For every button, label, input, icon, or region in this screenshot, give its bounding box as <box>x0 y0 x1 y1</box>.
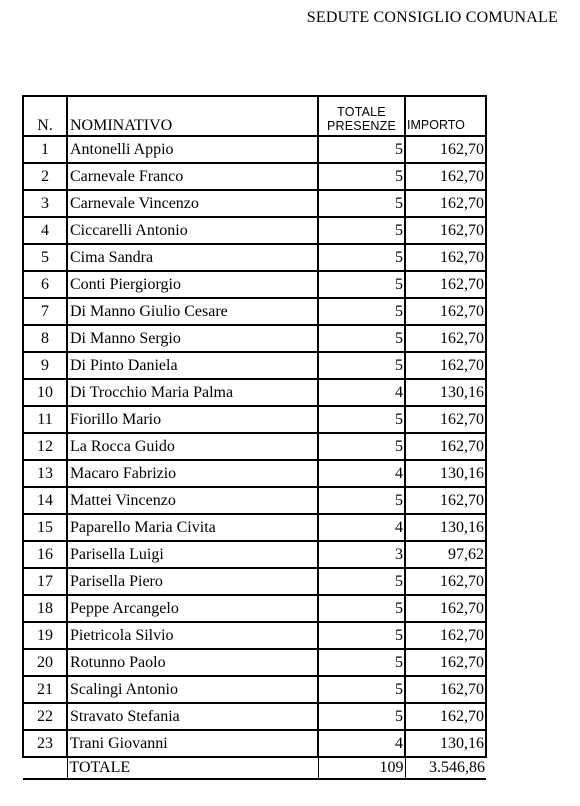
row-nominativo: Peppe Arcangelo <box>67 595 318 622</box>
table-row <box>23 298 486 325</box>
row-number: 1 <box>23 136 67 163</box>
row-importo: 162,70 <box>405 325 486 352</box>
row-number: 5 <box>23 244 67 271</box>
table-row <box>23 136 486 163</box>
row-presenze: 3 <box>318 541 405 568</box>
table-row <box>23 433 486 460</box>
page-title: SEDUTE CONSIGLIO COMUNALE <box>306 9 558 26</box>
row-nominativo: Fiorillo Mario <box>67 406 318 433</box>
table-row <box>23 379 486 406</box>
row-importo: 130,16 <box>405 379 486 406</box>
header-importo: IMPORTO <box>405 96 486 136</box>
table-row <box>23 406 486 433</box>
row-number: 22 <box>23 703 67 730</box>
table-row <box>23 541 486 568</box>
row-number: 21 <box>23 676 67 703</box>
row-number: 14 <box>23 487 67 514</box>
row-presenze: 5 <box>318 433 405 460</box>
row-nominativo: Paparello Maria Civita <box>67 514 318 541</box>
row-presenze: 4 <box>318 379 405 406</box>
row-nominativo: Macaro Fabrizio <box>67 460 318 487</box>
row-number: 8 <box>23 325 67 352</box>
row-presenze: 5 <box>318 352 405 379</box>
row-presenze: 5 <box>318 568 405 595</box>
row-nominativo: Scalingi Antonio <box>67 676 318 703</box>
header-presenze-line1: TOTALE <box>337 105 386 119</box>
row-importo: 97,62 <box>405 541 486 568</box>
table-row <box>23 568 486 595</box>
row-nominativo: Mattei Vincenzo <box>67 487 318 514</box>
row-presenze: 5 <box>318 190 405 217</box>
row-presenze: 5 <box>318 622 405 649</box>
row-nominativo: Di Pinto Daniela <box>67 352 318 379</box>
row-importo: 162,70 <box>405 568 486 595</box>
row-presenze: 5 <box>318 136 405 163</box>
row-presenze: 5 <box>318 217 405 244</box>
table-row <box>23 487 486 514</box>
total-row <box>23 757 486 779</box>
row-importo: 130,16 <box>405 514 486 541</box>
row-presenze: 5 <box>318 271 405 298</box>
row-nominativo: Cima Sandra <box>67 244 318 271</box>
row-importo: 162,70 <box>405 217 486 244</box>
table-row <box>23 730 486 757</box>
row-presenze: 4 <box>318 514 405 541</box>
row-nominativo: Stravato Stefania <box>67 703 318 730</box>
table-row <box>23 244 486 271</box>
table-row <box>23 352 486 379</box>
row-nominativo: Di Manno Sergio <box>67 325 318 352</box>
table-row <box>23 595 486 622</box>
row-nominativo: Carnevale Franco <box>67 163 318 190</box>
row-nominativo: Parisella Piero <box>67 568 318 595</box>
row-nominativo: Ciccarelli Antonio <box>67 217 318 244</box>
row-nominativo: Antonelli Appio <box>67 136 318 163</box>
row-presenze: 5 <box>318 325 405 352</box>
row-nominativo: Rotunno Paolo <box>67 649 318 676</box>
row-importo: 162,70 <box>405 298 486 325</box>
row-importo: 162,70 <box>405 487 486 514</box>
row-presenze: 5 <box>318 244 405 271</box>
table-row <box>23 514 486 541</box>
row-importo: 162,70 <box>405 622 486 649</box>
table-row <box>23 217 486 244</box>
row-nominativo: Pietricola Silvio <box>67 622 318 649</box>
table-row <box>23 460 486 487</box>
table-header-row <box>23 96 486 136</box>
row-number: 9 <box>23 352 67 379</box>
row-importo: 162,70 <box>405 244 486 271</box>
row-importo: 162,70 <box>405 163 486 190</box>
row-presenze: 5 <box>318 595 405 622</box>
table-row <box>23 703 486 730</box>
row-number: 6 <box>23 271 67 298</box>
table-body <box>23 136 486 757</box>
row-importo: 162,70 <box>405 271 486 298</box>
total-label: TOTALE <box>67 757 318 779</box>
table-row <box>23 622 486 649</box>
row-number: 23 <box>23 730 67 757</box>
row-presenze: 5 <box>318 676 405 703</box>
attendance-table <box>22 95 487 780</box>
row-importo: 162,70 <box>405 136 486 163</box>
header-nominativo: NOMINATIVO <box>67 96 318 136</box>
row-presenze: 5 <box>318 703 405 730</box>
table-row <box>23 676 486 703</box>
row-number: 20 <box>23 649 67 676</box>
row-number: 13 <box>23 460 67 487</box>
row-importo: 162,70 <box>405 595 486 622</box>
row-number: 4 <box>23 217 67 244</box>
row-number: 11 <box>23 406 67 433</box>
table-row <box>23 325 486 352</box>
row-nominativo: Carnevale Vincenzo <box>67 190 318 217</box>
row-number: 15 <box>23 514 67 541</box>
row-importo: 162,70 <box>405 190 486 217</box>
row-nominativo: La Rocca Guido <box>67 433 318 460</box>
row-presenze: 4 <box>318 460 405 487</box>
row-number: 17 <box>23 568 67 595</box>
row-importo: 162,70 <box>405 703 486 730</box>
header-totale-presenze <box>318 96 405 136</box>
row-presenze: 5 <box>318 649 405 676</box>
row-number: 12 <box>23 433 67 460</box>
row-importo: 130,16 <box>405 460 486 487</box>
row-number: 7 <box>23 298 67 325</box>
row-importo: 162,70 <box>405 649 486 676</box>
row-importo: 162,70 <box>405 676 486 703</box>
table-row <box>23 649 486 676</box>
row-nominativo: Conti Piergiorgio <box>67 271 318 298</box>
row-number: 2 <box>23 163 67 190</box>
row-number: 19 <box>23 622 67 649</box>
row-number: 18 <box>23 595 67 622</box>
header-number: N. <box>23 96 67 136</box>
row-number: 3 <box>23 190 67 217</box>
table-row <box>23 163 486 190</box>
total-presenze: 109 <box>318 757 405 779</box>
row-presenze: 5 <box>318 406 405 433</box>
row-importo: 162,70 <box>405 406 486 433</box>
row-importo: 130,16 <box>405 730 486 757</box>
row-presenze: 4 <box>318 730 405 757</box>
header-presenze-line2: PRESENZE <box>327 119 396 133</box>
total-number-cell <box>23 757 67 779</box>
row-presenze: 5 <box>318 298 405 325</box>
row-number: 10 <box>23 379 67 406</box>
row-nominativo: Trani Giovanni <box>67 730 318 757</box>
row-nominativo: Di Manno Giulio Cesare <box>67 298 318 325</box>
row-nominativo: Di Trocchio Maria Palma <box>67 379 318 406</box>
row-presenze: 5 <box>318 163 405 190</box>
row-presenze: 5 <box>318 487 405 514</box>
row-importo: 162,70 <box>405 433 486 460</box>
row-importo: 162,70 <box>405 352 486 379</box>
row-number: 16 <box>23 541 67 568</box>
table-row <box>23 271 486 298</box>
row-nominativo: Parisella Luigi <box>67 541 318 568</box>
total-importo: 3.546,86 <box>405 757 486 779</box>
table-row <box>23 190 486 217</box>
